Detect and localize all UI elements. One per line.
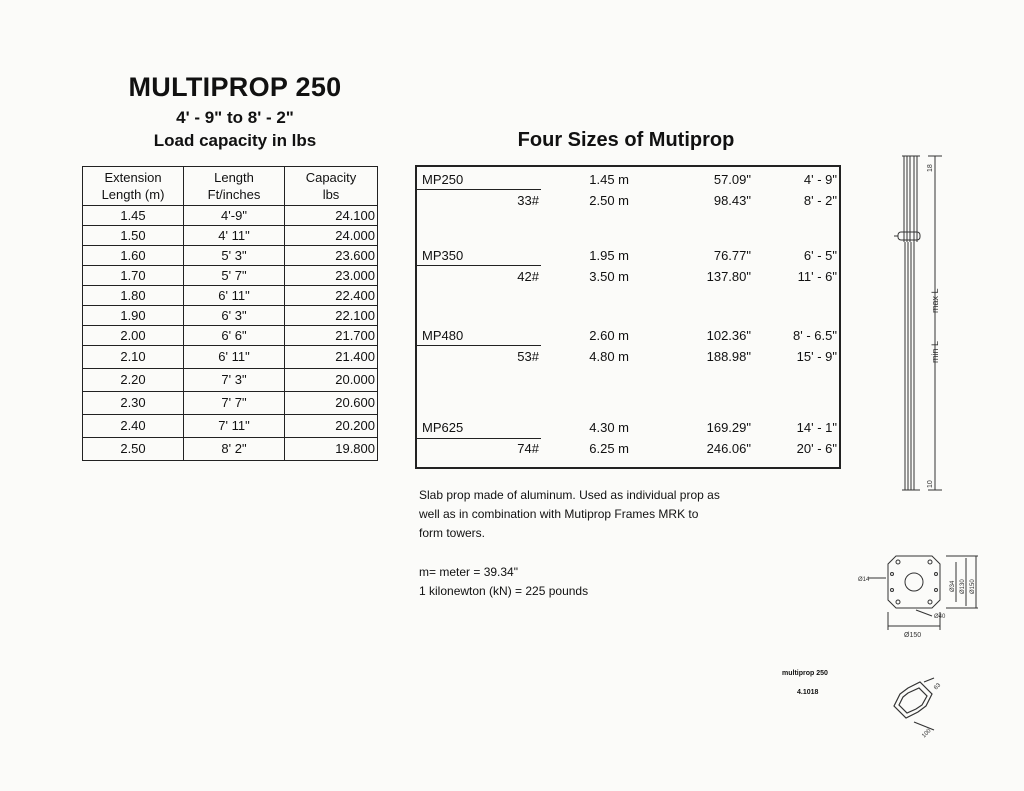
capacity-cell: 20.200 — [285, 415, 378, 438]
max-inches: 98.43" — [713, 193, 751, 208]
capacity-cell: 21.400 — [285, 346, 378, 369]
height-range: 4' - 9" to 8' - 2" — [176, 108, 294, 127]
capacity-cell: 22.100 — [285, 306, 378, 326]
size-group — [417, 325, 839, 371]
sizes-heading: Four Sizes of Mutiprop — [517, 129, 735, 151]
max-inches: 188.98" — [706, 349, 751, 364]
row-divider — [417, 345, 541, 346]
length-cell: 6' 11" — [184, 346, 285, 369]
max-feet: 15' - 9" — [796, 349, 837, 364]
capacity-cell: 19.800 — [285, 438, 378, 461]
extension-cell: 2.10 — [83, 346, 184, 369]
size-name: MP350 — [422, 248, 464, 263]
table-header-row — [83, 167, 378, 206]
extension-cell: 1.80 — [83, 286, 184, 306]
size-name: MP625 — [422, 420, 464, 435]
page-title: MULTIPROP 250 — [128, 72, 342, 102]
row-divider — [417, 189, 541, 190]
extension-cell: 1.60 — [83, 246, 184, 266]
extension-cell: 2.30 — [83, 392, 184, 415]
length-cell: 8' 2" — [184, 438, 285, 461]
min-inches: 57.09" — [713, 172, 751, 187]
length-cell: 4'-9" — [184, 206, 285, 226]
header-extension: Extension Length (m) — [83, 167, 184, 206]
plate-dim-150: Ø150 — [904, 632, 922, 639]
row-divider — [417, 438, 541, 439]
description-line: Slab prop made of aluminum. Used as individual prop as — [419, 488, 720, 502]
table-row — [83, 369, 378, 392]
capacity-cell: 20.600 — [285, 392, 378, 415]
extension-cell: 2.40 — [83, 415, 184, 438]
extension-cell: 1.50 — [83, 226, 184, 246]
header-length: Length Ft/inches — [184, 167, 285, 206]
max-feet: 8' - 2" — [803, 193, 837, 208]
size-group — [417, 169, 839, 215]
table-row — [83, 226, 378, 246]
size-name: MP480 — [422, 328, 464, 343]
size-group — [417, 245, 839, 291]
max-inches: 137.80" — [706, 269, 751, 284]
size-code: 53# — [517, 349, 539, 364]
length-cell: 7' 7" — [184, 392, 285, 415]
length-cell: 6' 6" — [184, 326, 285, 346]
table-row — [83, 246, 378, 266]
doc-name: multiprop 250 — [782, 670, 828, 677]
capacity-cell: 22.400 — [285, 286, 378, 306]
min-length-label: min L — [930, 340, 940, 363]
prop-drawing — [880, 148, 950, 498]
min-inches: 169.29" — [706, 420, 751, 435]
plate-side-130: Ø130 — [960, 579, 966, 594]
size-code: 33# — [517, 193, 539, 208]
size-name: MP250 — [422, 172, 464, 187]
length-cell: 5' 7" — [184, 266, 285, 286]
capacity-cell: 23.600 — [285, 246, 378, 266]
table-row — [83, 346, 378, 369]
min-feet: 6' - 5" — [803, 248, 837, 263]
header-capacity: Capacity lbs — [285, 167, 378, 206]
plate-side-150: Ø150 — [970, 579, 976, 594]
max-feet: 20' - 6" — [796, 441, 837, 456]
min-inches: 76.77" — [713, 248, 751, 263]
max-meters: 2.50 m — [589, 193, 629, 208]
plate-side-34: Ø34 — [950, 580, 956, 592]
doc-code: 4.1018 — [797, 689, 819, 696]
size-code: 74# — [517, 441, 539, 456]
table-row — [83, 286, 378, 306]
max-length-label: max L — [930, 288, 940, 313]
meter-conversion: m= meter = 39.34" — [419, 565, 518, 579]
table-row — [83, 206, 378, 226]
max-meters: 3.50 m — [589, 269, 629, 284]
capacity-cell: 24.100 — [285, 206, 378, 226]
min-feet: 8' - 6.5" — [793, 328, 837, 343]
extension-cell: 2.20 — [83, 369, 184, 392]
load-capacity-subtitle: Load capacity in lbs — [153, 131, 317, 150]
row-divider — [417, 265, 541, 266]
head-dim-100: 100 — [921, 728, 933, 740]
size-code: 42# — [517, 269, 539, 284]
min-meters: 1.45 m — [589, 172, 629, 187]
description-line: well as in combination with Mutiprop Frames MRK to — [419, 507, 699, 521]
min-meters: 1.95 m — [589, 248, 629, 263]
min-feet: 4' - 9" — [803, 172, 837, 187]
capacity-cell: 20.000 — [285, 369, 378, 392]
extension-cell: 1.45 — [83, 206, 184, 226]
capacity-cell: 21.700 — [285, 326, 378, 346]
dim-top: 18 — [927, 164, 934, 172]
table-row — [83, 266, 378, 286]
description-line: form towers. — [419, 526, 486, 540]
capacity-cell: 24.000 — [285, 226, 378, 246]
load-capacity-table — [82, 166, 378, 461]
extension-cell: 1.90 — [83, 306, 184, 326]
min-feet: 14' - 1" — [796, 420, 837, 435]
table-row — [83, 306, 378, 326]
prop-head-drawing — [878, 676, 958, 746]
max-inches: 246.06" — [706, 441, 751, 456]
sizes-table — [415, 165, 841, 469]
extension-cell: 2.50 — [83, 438, 184, 461]
head-dim-63: 63 — [933, 682, 943, 692]
kn-conversion: 1 kilonewton (kN) = 225 pounds — [419, 584, 589, 598]
base-plate-drawing — [856, 548, 986, 643]
plate-dim-40: Ø40 — [934, 614, 946, 620]
min-meters: 4.30 m — [589, 420, 629, 435]
max-meters: 6.25 m — [589, 441, 629, 456]
plate-dim-14: Ø14 — [858, 577, 870, 583]
table-row — [83, 415, 378, 438]
table-row — [83, 438, 378, 461]
extension-cell: 2.00 — [83, 326, 184, 346]
description — [419, 486, 759, 543]
length-cell: 6' 11" — [184, 286, 285, 306]
table-row — [83, 392, 378, 415]
min-meters: 2.60 m — [589, 328, 629, 343]
extension-cell: 1.70 — [83, 266, 184, 286]
length-cell: 7' 3" — [184, 369, 285, 392]
table-row — [83, 326, 378, 346]
length-cell: 5' 3" — [184, 246, 285, 266]
length-cell: 6' 3" — [184, 306, 285, 326]
max-meters: 4.80 m — [589, 349, 629, 364]
size-group — [417, 417, 839, 463]
capacity-cell: 23.000 — [285, 266, 378, 286]
length-cell: 4' 11" — [184, 226, 285, 246]
conversion-notes — [419, 563, 759, 601]
length-cell: 7' 11" — [184, 415, 285, 438]
min-inches: 102.36" — [706, 328, 751, 343]
dim-bottom: 10 — [927, 480, 934, 488]
max-feet: 11' - 6" — [797, 269, 837, 284]
